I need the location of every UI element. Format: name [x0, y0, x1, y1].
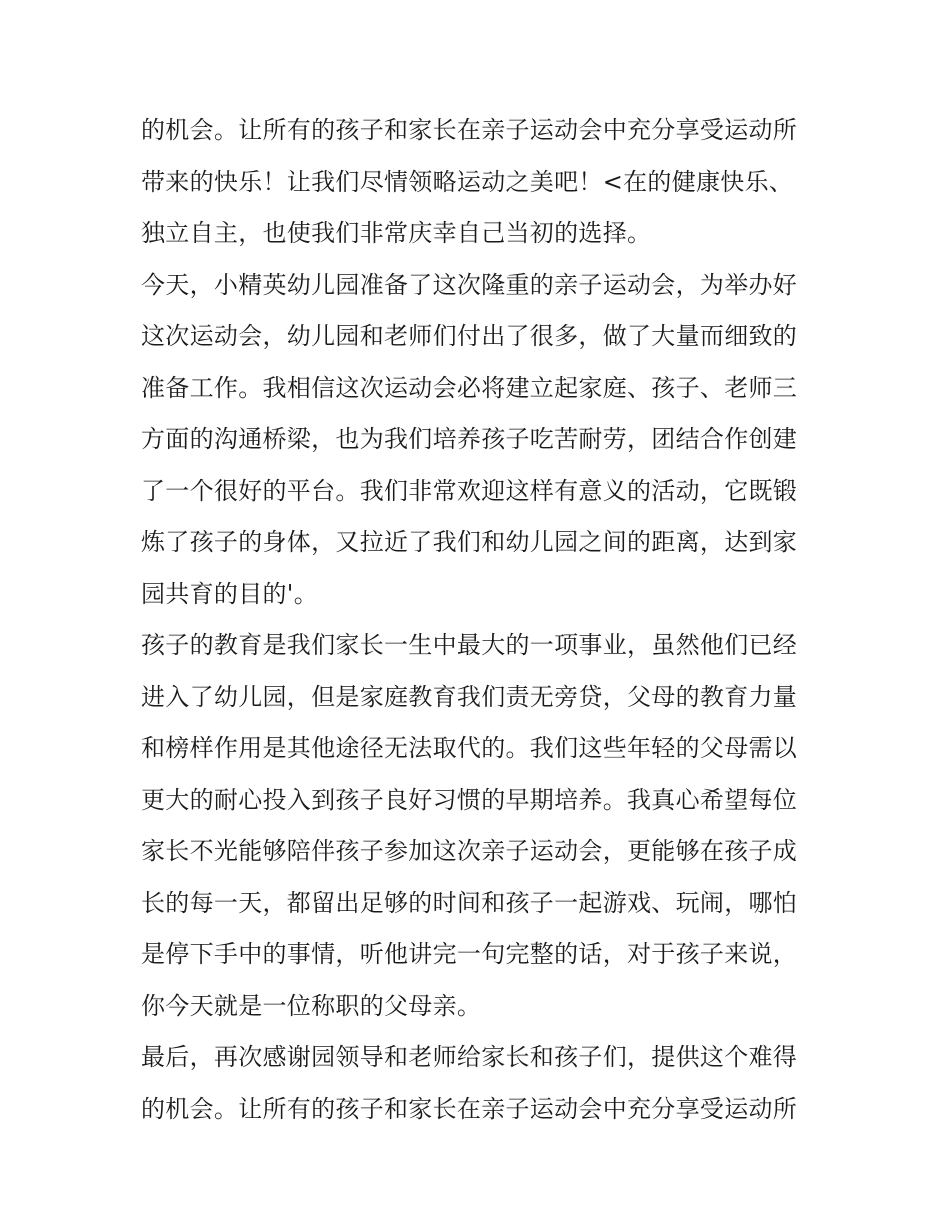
text-line: 了一个很好的平台。我们非常欢迎这样有意义的活动，它既锻 [141, 476, 798, 505]
text-line: 准备工作。我相信这次运动会必将建立起家庭、孩子、老师三 [141, 373, 798, 402]
paragraph-3 [141, 620, 821, 1032]
text-line: 这次运动会，幼儿园和老师们付出了很多，做了大量而细致的 [141, 322, 798, 350]
text-line: 你今天就是一位称职的父母亲。 [141, 991, 482, 1020]
text-line: 独立自主，也使我们非常庆幸自己当初的选择。 [141, 219, 652, 247]
text-line: 的机会。让所有的孩子和家长在亲子运动会中充分享受运动所 [141, 116, 798, 144]
paragraph-1 [141, 105, 821, 260]
text-line: 长的每一天，都留出足够的时间和孩子一起游戏、玩闹，哪怕 [141, 888, 798, 917]
text-line: 今天，小精英幼儿园准备了这次隆重的亲子运动会，为举办好 [141, 270, 798, 299]
text-line: 进入了幼儿园，但是家庭教育我们责无旁贷，父母的教育力量 [141, 682, 798, 711]
text-line: 最后，再次感谢园领导和老师给家长和孩子们，提供这个难得 [141, 1043, 798, 1071]
paragraph-2 [141, 260, 821, 621]
text-line: 和榜样作用是其他途径无法取代的。我们这些年轻的父母需以 [141, 734, 798, 762]
text-line: 的机会。让所有的孩子和家长在亲子运动会中充分享受运动所 [141, 1094, 798, 1123]
text-line: 更大的耐心投入到孩子良好习惯的早期培养。我真心希望每位 [141, 785, 798, 814]
text-line: 方面的沟通桥梁，也为我们培养孩子吃苦耐劳，团结合作创建 [141, 425, 798, 453]
text-line: 是停下手中的事情，听他讲完一句完整的话，对于孩子来说， [141, 940, 798, 968]
paragraph-4 [141, 1032, 821, 1135]
text-line: 家长不光能够陪伴孩子参加这次亲子运动会，更能够在孩子成 [141, 837, 798, 865]
text-line: 孩子的教育是我们家长一生中最大的一项事业，虽然他们已经 [141, 631, 798, 659]
document-text-body [141, 105, 821, 1135]
text-line: 带来的快乐！让我们尽情领略运动之美吧！<在的健康快乐、 [141, 167, 794, 196]
text-line: 园共育的目的'。 [141, 579, 318, 608]
text-line: 炼了孩子的身体，又拉近了我们和幼儿园之间的距离，达到家 [141, 528, 798, 556]
